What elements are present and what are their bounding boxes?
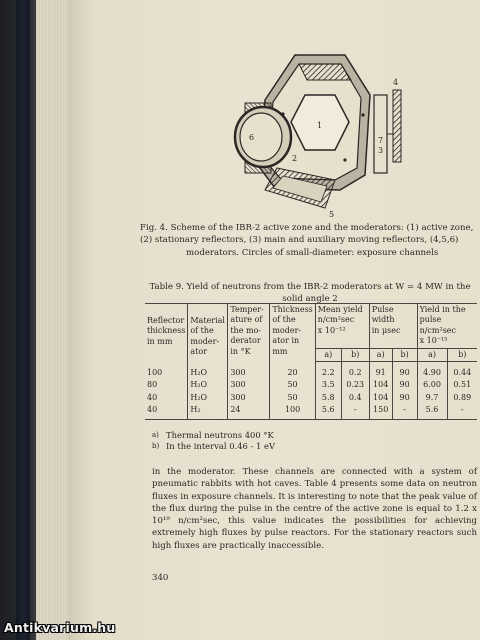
table-cell: 0.2 <box>341 362 369 380</box>
footnote-mark: a) <box>152 431 159 439</box>
header-text: derator <box>230 336 261 346</box>
header-text: ature of <box>230 315 263 325</box>
header-text: n/cm²sec <box>317 315 355 325</box>
sub-header-a: a) <box>315 348 341 361</box>
table-cell: 100 <box>145 362 188 380</box>
table-cell: 20 <box>270 362 315 380</box>
header-text: in °K <box>230 346 251 356</box>
figure-caption-line: Fig. 4. Scheme of the IBR-2 active zone and the moderators: (1) active zone, <box>140 223 474 233</box>
table-cell: 91 <box>369 362 392 380</box>
page-number: 340 <box>152 573 169 583</box>
table-cell: - <box>341 404 369 419</box>
header-temperature <box>228 304 270 362</box>
table-cell: H₂O <box>188 379 228 391</box>
table-cell: 3.5 <box>315 379 341 391</box>
table-cell: 0.4 <box>341 392 369 404</box>
table-cell: 300 <box>228 362 270 380</box>
table-cell: 150 <box>369 404 392 419</box>
table-cell: 90 <box>392 379 417 391</box>
header-text: ator in <box>272 336 300 346</box>
table-row <box>145 392 477 404</box>
header-text: mm <box>272 346 288 356</box>
footnote-mark: b) <box>152 442 160 450</box>
moving-reflector <box>374 90 401 173</box>
footnote <box>152 441 452 452</box>
header-text: Reflector <box>147 316 185 325</box>
table-cell: 0.89 <box>453 392 472 402</box>
header-text: Thickness <box>272 305 313 314</box>
table-cell: 2.2 <box>315 362 341 380</box>
figure-caption-line: (2) stationary reflectors, (3) main and auxiliary moving reflectors, (4,5,6) <box>140 235 459 246</box>
sub-header-b: b) <box>392 348 417 361</box>
sub-header-a: a) <box>417 348 447 361</box>
table-cell: 90 <box>392 392 417 404</box>
footnote-text: In the interval 0.46 - 1 eV <box>166 441 276 451</box>
table-cell: 100 <box>270 404 315 419</box>
figure-caption-line: moderators. Circles of small-diameter: exposure channels <box>186 247 439 258</box>
watermark-logo: Antikvarium.hu <box>4 620 116 635</box>
label-7: 7 <box>378 136 384 145</box>
table-caption-line: Table 9. Yield of neutrons from the IBR-2 moderators at W = 4 MW in the <box>149 282 471 292</box>
header-text: of the <box>272 315 296 325</box>
footnote-text: Thermal neutrons 400 °K <box>166 430 274 440</box>
table-row <box>145 362 477 380</box>
label-6: 6 <box>249 133 255 142</box>
label-3: 3 <box>378 146 384 155</box>
table-cell: 5.6 <box>315 404 341 419</box>
header-text: pulse n/cm²sec <box>419 315 457 335</box>
table-cell: 300 <box>228 392 270 404</box>
header-text: x 10⁻¹⁵ <box>419 336 448 346</box>
table-row <box>145 379 477 391</box>
table-cell: 6.00 <box>417 379 447 391</box>
sub-header-b: b) <box>447 348 477 361</box>
header-reflector <box>145 304 188 362</box>
body-paragraph: in the moderator. These channels are connected with a system of pneumatic rabbits with hot caves. Table 4 presents some data on neutron fluxes in exposure channels. It is interesting to note that the peak value of the flux during the pulse in the centre of the active zone is equal to 1.2 x 10¹⁹ n/cm²sec, this value indicates the possibilities for achieving extremely high fluxes by pulse reactors. For the stationary reactors such high fluxes are practically inaccessible. <box>152 467 477 551</box>
header-text: the mo- <box>230 325 262 335</box>
table-cell: 80 <box>145 379 188 391</box>
table-row <box>145 404 477 419</box>
figure-caption <box>140 222 480 259</box>
header-text: moder- <box>190 336 220 346</box>
table-cell: H₂O <box>188 362 228 380</box>
header-text: Pulse width <box>371 305 395 325</box>
table-footnotes <box>152 430 452 452</box>
table-cell: 50 <box>270 392 315 404</box>
table-cell: H₂ <box>188 404 228 419</box>
header-text: ator <box>190 347 207 357</box>
label-5: 5 <box>329 210 335 219</box>
spine-binding <box>16 0 30 640</box>
table-cell: H₂O <box>188 392 228 404</box>
header-text: of the <box>190 326 214 336</box>
page-edges <box>36 0 70 640</box>
footnote <box>152 430 452 441</box>
table-cell: 104 <box>369 392 392 404</box>
table-cell: 90 <box>392 362 417 380</box>
table-cell: 9.7 <box>417 392 447 404</box>
label-2: 2 <box>292 154 298 163</box>
table-cell: 50 <box>270 379 315 391</box>
table-cell: 4.90 <box>417 362 447 380</box>
table-cell: 5.8 <box>315 392 341 404</box>
header-text: Material <box>190 316 225 325</box>
table-cell: 40 <box>145 392 188 404</box>
header-material <box>188 304 228 362</box>
neutron-yield-table <box>145 303 477 420</box>
header-thickness <box>270 304 315 362</box>
table-caption-line: solid angle 2 <box>282 294 338 305</box>
sub-header-a: a) <box>369 348 392 361</box>
table-cell: 0.23 <box>341 379 369 391</box>
table-cell: - <box>447 404 477 419</box>
header-pulse-width <box>369 304 417 349</box>
header-yield-pulse <box>417 304 477 349</box>
table-cell: - <box>392 404 417 419</box>
header-mean-yield <box>315 304 369 349</box>
moderator-6 <box>235 107 291 167</box>
table-cell: 5.6 <box>417 404 447 419</box>
header-text: Temper- <box>230 305 264 314</box>
header-text: moder- <box>272 325 302 335</box>
label-1: 1 <box>317 121 323 130</box>
label-4: 4 <box>393 78 399 87</box>
table-cell: 104 <box>369 379 392 391</box>
header-text: Yield in the <box>419 305 466 314</box>
header-text: x 10⁻¹² <box>317 325 346 335</box>
table-cell: 300 <box>228 379 270 391</box>
header-text: in μsec <box>371 325 401 335</box>
header-text: in mm <box>147 336 173 346</box>
reactor-scheme-figure <box>165 40 415 220</box>
book-spine <box>0 0 40 640</box>
table-cell: 24 <box>228 404 270 419</box>
table-cell: 0.51 <box>453 380 472 390</box>
table-cell: 40 <box>145 404 188 419</box>
table-cell: 0.44 <box>453 368 472 378</box>
sub-header-b: b) <box>341 348 369 361</box>
header-text: thickness <box>147 326 186 336</box>
header-text: Mean yield <box>317 305 363 314</box>
